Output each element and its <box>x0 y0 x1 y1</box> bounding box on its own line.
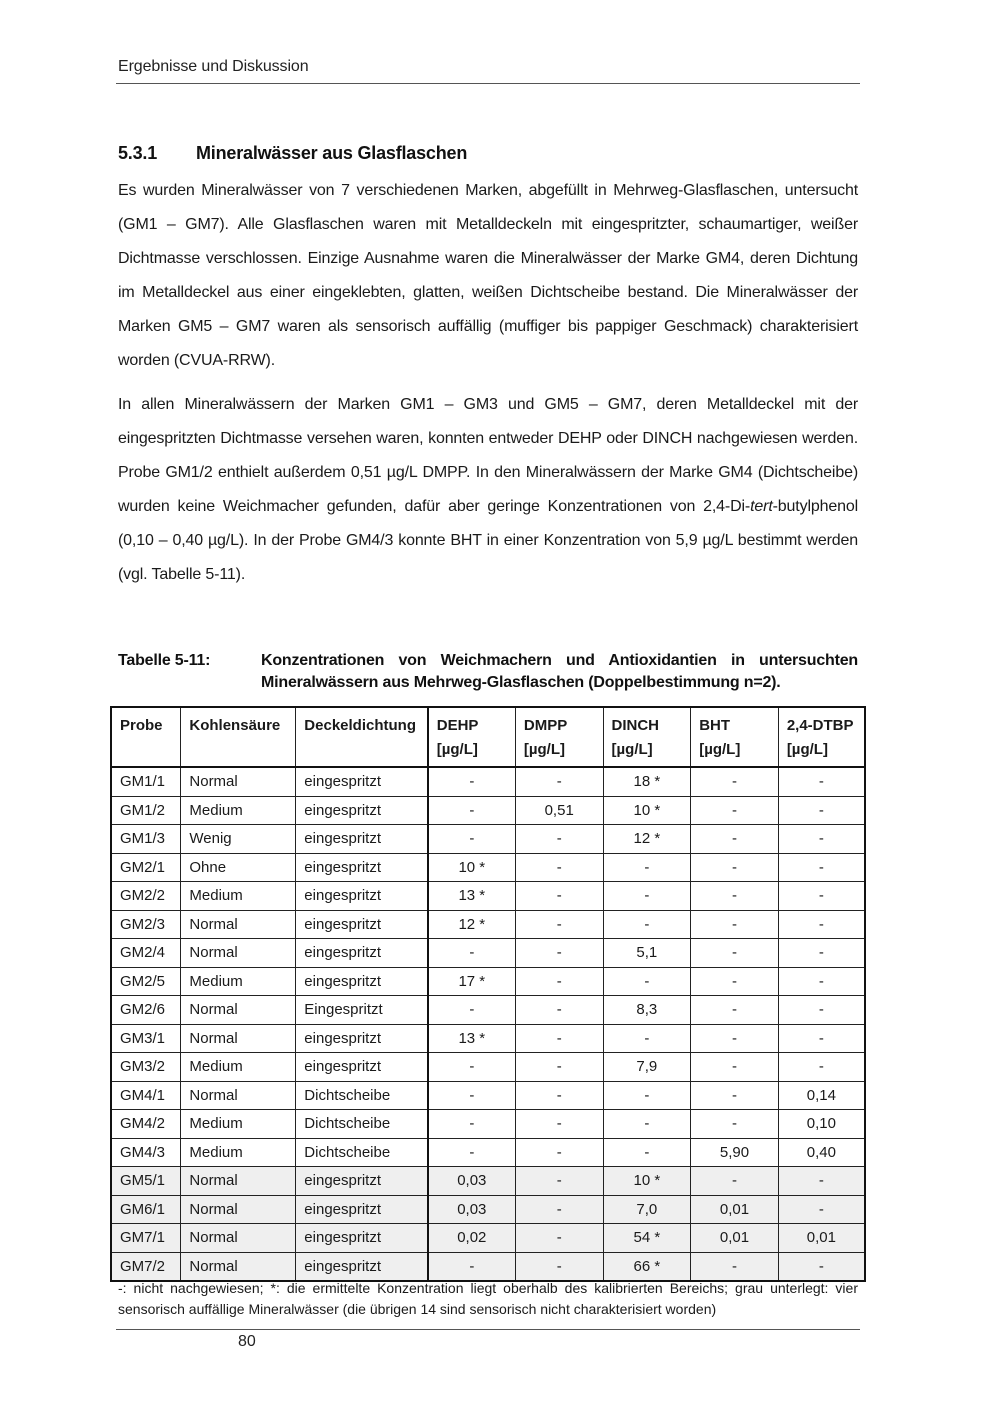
table-cell: GM1/2 <box>111 796 181 825</box>
table-cell: - <box>603 1138 691 1167</box>
column-header <box>181 707 296 767</box>
table-cell: - <box>515 1252 603 1281</box>
table-cell: 0,01 <box>691 1224 779 1253</box>
table-cell: GM4/1 <box>111 1081 181 1110</box>
table-cell: - <box>515 1224 603 1253</box>
table-cell: - <box>778 910 865 939</box>
table-row <box>111 1195 865 1224</box>
table-cell: eingespritzt <box>296 1167 428 1196</box>
table-row <box>111 1081 865 1110</box>
table-cell: GM2/3 <box>111 910 181 939</box>
table-caption-label: Tabelle 5-11: <box>118 652 211 669</box>
table-row <box>111 1167 865 1196</box>
column-header <box>603 707 691 767</box>
table-cell: - <box>691 853 779 882</box>
table-cell: eingespritzt <box>296 853 428 882</box>
table-cell: Normal <box>181 1195 296 1224</box>
table-cell: - <box>778 825 865 854</box>
table-cell: - <box>515 1053 603 1082</box>
table-caption <box>118 650 858 694</box>
table-cell: - <box>691 767 779 796</box>
table-cell: eingespritzt <box>296 1195 428 1224</box>
table-cell: Normal <box>181 939 296 968</box>
table-cell: 0,03 <box>428 1195 516 1224</box>
column-header <box>111 707 181 767</box>
table-cell: 13 * <box>428 1024 516 1053</box>
table-cell: 54 * <box>603 1224 691 1253</box>
table-cell: eingespritzt <box>296 1252 428 1281</box>
table-cell: 0,51 <box>515 796 603 825</box>
column-header-unit: [µg/L] <box>436 741 478 758</box>
table-cell: Dichtscheibe <box>296 1081 428 1110</box>
table-cell: - <box>603 1110 691 1139</box>
table-cell: eingespritzt <box>296 825 428 854</box>
table-cell: - <box>778 1024 865 1053</box>
table-cell: - <box>515 882 603 911</box>
table-cell: GM7/1 <box>111 1224 181 1253</box>
table-row <box>111 825 865 854</box>
table-cell: - <box>691 939 779 968</box>
table-cell: - <box>515 853 603 882</box>
column-header-name: Kohlensäure <box>189 717 281 734</box>
table-cell: - <box>778 796 865 825</box>
table-cell: eingespritzt <box>296 939 428 968</box>
column-header <box>296 707 428 767</box>
column-header-unit: [µg/L] <box>786 741 828 758</box>
table-cell: eingespritzt <box>296 1224 428 1253</box>
table-cell: Wenig <box>181 825 296 854</box>
table-cell: Normal <box>181 1167 296 1196</box>
column-header <box>428 707 516 767</box>
table-cell: - <box>691 996 779 1025</box>
table-cell: 10 * <box>603 796 691 825</box>
paragraph-text: -butylphenol (0,10 – 0,40 µg/L). In der Probe GM4/3 konnte BHT in einer Konzentration von 5,9 µg/L bestimmt werden (vgl. Tabelle 5-11). <box>118 498 858 583</box>
table-cell: Medium <box>181 1053 296 1082</box>
table-row <box>111 967 865 996</box>
table-cell: - <box>515 1081 603 1110</box>
table-cell: - <box>515 1167 603 1196</box>
table-cell: Normal <box>181 1024 296 1053</box>
column-header-unit: [µg/L] <box>611 741 653 758</box>
table-cell: - <box>778 882 865 911</box>
table-cell: 12 * <box>428 910 516 939</box>
column-header-name: DINCH <box>611 717 660 734</box>
table-cell: 0,10 <box>778 1110 865 1139</box>
table-cell: - <box>691 910 779 939</box>
table-cell: GM3/2 <box>111 1053 181 1082</box>
table-row <box>111 1110 865 1139</box>
table-body <box>111 767 865 1281</box>
table-row <box>111 882 865 911</box>
column-header-name: BHT <box>699 717 731 734</box>
table-cell: - <box>603 1024 691 1053</box>
table-cell: 10 * <box>603 1167 691 1196</box>
table-cell: GM2/6 <box>111 996 181 1025</box>
table-cell: - <box>691 1110 779 1139</box>
table-cell: 5,1 <box>603 939 691 968</box>
table-cell: GM2/5 <box>111 967 181 996</box>
table-cell: - <box>428 1138 516 1167</box>
table-cell: Medium <box>181 967 296 996</box>
table-cell: - <box>691 1024 779 1053</box>
table-cell: - <box>603 882 691 911</box>
table-cell: Normal <box>181 1252 296 1281</box>
table-cell: Normal <box>181 1081 296 1110</box>
column-header-name: Deckeldichtung <box>304 717 416 734</box>
table-cell: GM4/3 <box>111 1138 181 1167</box>
table-cell: Normal <box>181 996 296 1025</box>
table-cell: - <box>428 796 516 825</box>
table-cell: - <box>691 967 779 996</box>
column-header-name: DMPP <box>523 717 568 734</box>
footer-divider <box>116 1329 860 1330</box>
paragraph-italic-text: tert <box>750 498 773 515</box>
table-cell: GM3/1 <box>111 1024 181 1053</box>
table-cell: - <box>515 1195 603 1224</box>
table-cell: 10 * <box>428 853 516 882</box>
column-header-name: DEHP <box>436 717 479 734</box>
table-cell: GM1/3 <box>111 825 181 854</box>
table-cell: 7,9 <box>603 1053 691 1082</box>
table-cell: GM6/1 <box>111 1195 181 1224</box>
table-cell: 0,14 <box>778 1081 865 1110</box>
column-header-unit: [µg/L] <box>699 741 741 758</box>
table-cell: - <box>691 1053 779 1082</box>
table-cell: eingespritzt <box>296 882 428 911</box>
table-cell: Ohne <box>181 853 296 882</box>
table-cell: - <box>515 1110 603 1139</box>
table-row <box>111 853 865 882</box>
table-row <box>111 767 865 796</box>
running-header: Ergebnisse und Diskussion <box>118 58 309 75</box>
column-header <box>515 707 603 767</box>
table-cell: 0,01 <box>691 1195 779 1224</box>
table-cell: 0,03 <box>428 1167 516 1196</box>
table-cell: 13 * <box>428 882 516 911</box>
table-cell: Normal <box>181 1224 296 1253</box>
table-cell: eingespritzt <box>296 910 428 939</box>
table-cell: - <box>515 1024 603 1053</box>
table-cell: - <box>515 996 603 1025</box>
table-cell: eingespritzt <box>296 1053 428 1082</box>
table-cell: - <box>603 910 691 939</box>
table-row <box>111 910 865 939</box>
table-cell: 5,90 <box>691 1138 779 1167</box>
table-cell: - <box>428 996 516 1025</box>
table-cell: - <box>428 825 516 854</box>
table-cell: Normal <box>181 910 296 939</box>
table-cell: - <box>691 825 779 854</box>
table-cell: - <box>515 825 603 854</box>
column-header-name: 2,4-DTBP <box>786 717 854 734</box>
table-cell: - <box>603 853 691 882</box>
table-row <box>111 1138 865 1167</box>
table-cell: - <box>428 767 516 796</box>
table-cell: 18 * <box>603 767 691 796</box>
table-cell: 0,02 <box>428 1224 516 1253</box>
table-cell: - <box>691 882 779 911</box>
table-footnote: -: nicht nachgewiesen; *: die ermittelte Konzentration liegt oberhalb des kalibrierten Bereichs; grau unterlegt: vier sensorisch auffällige Mineralwässer (die übrigen 14 sind sensorisch nicht charakterisiert worden) <box>118 1280 858 1317</box>
table-cell: eingespritzt <box>296 767 428 796</box>
table-cell: - <box>691 1081 779 1110</box>
header-divider <box>116 83 860 84</box>
table-cell: GM4/2 <box>111 1110 181 1139</box>
page-number: 80 <box>238 1333 256 1350</box>
table-cell: 8,3 <box>603 996 691 1025</box>
table-cell: GM2/4 <box>111 939 181 968</box>
table-cell: GM7/2 <box>111 1252 181 1281</box>
section-heading <box>118 143 467 164</box>
table-cell: eingespritzt <box>296 967 428 996</box>
table-cell: Medium <box>181 796 296 825</box>
table-row <box>111 939 865 968</box>
body-paragraph-1: Es wurden Mineralwässer von 7 verschiedenen Marken, abgefüllt in Mehrweg-Glasflaschen, untersucht (GM1 – GM7). Alle Glasflaschen waren mit Metalldeckeln mit eingespritzter, schaumartiger, weißer Dichtmasse verschlossen. Einzige Ausnahme waren die Mineralwässer der Marke GM4, deren Dichtung im Metalldeckel aus einer eingeklebten, glatten, weißen Dichtscheibe bestand. Die Mineralwässer der Marken GM5 – GM7 waren als sensorisch auffällig (muffiger bis pappiger Geschmack) charakterisiert worden (CVUA-RRW). <box>118 182 858 369</box>
table-cell: 17 * <box>428 967 516 996</box>
table-cell: GM1/1 <box>111 767 181 796</box>
table-cell: - <box>778 1252 865 1281</box>
body-paragraph-2 <box>118 388 858 592</box>
table-cell: - <box>778 853 865 882</box>
table-cell: - <box>515 939 603 968</box>
table-cell: GM2/1 <box>111 853 181 882</box>
column-header <box>778 707 865 767</box>
paragraph-text: In allen Mineralwässern der Marken GM1 – GM3 und GM5 – GM7, deren Metalldeckel mit der eingespritzten Dichtmasse versehen waren, konnten entweder DEHP oder DINCH nachgewiesen werden. Probe GM1/2 enthielt außerdem 0,51 µg/L DMPP. In den Mineralwässern der Marke GM4 (Dichtscheibe) wurden keine Weichmacher gefunden, dafür aber geringe Konzentrationen von 2,4-Di- <box>118 396 858 515</box>
table-cell: - <box>778 939 865 968</box>
table-header-row <box>111 707 865 767</box>
section-number: 5.3.1 <box>118 143 158 163</box>
table-cell: Medium <box>181 1110 296 1139</box>
table-cell: - <box>778 1195 865 1224</box>
table-row <box>111 996 865 1025</box>
table-cell: - <box>691 1252 779 1281</box>
table-cell: GM2/2 <box>111 882 181 911</box>
table-cell: - <box>515 967 603 996</box>
table-cell: - <box>778 767 865 796</box>
table-caption-text: Konzentrationen von Weichmachern und Antioxidantien in untersuchten Mineralwässern aus Mehrweg-Glasflaschen (Doppelbestimmung n=2). <box>261 652 858 691</box>
table-cell: - <box>428 1053 516 1082</box>
table-cell: - <box>778 1167 865 1196</box>
column-header-unit: [µg/L] <box>523 741 566 758</box>
table-cell: - <box>428 1081 516 1110</box>
table-cell: - <box>603 967 691 996</box>
table-cell: 0,40 <box>778 1138 865 1167</box>
table-cell: eingespritzt <box>296 1024 428 1053</box>
concentration-table <box>110 706 866 1282</box>
table-cell: 66 * <box>603 1252 691 1281</box>
table-cell: eingespritzt <box>296 796 428 825</box>
table-cell: - <box>778 967 865 996</box>
table-cell: - <box>691 796 779 825</box>
table-cell: Normal <box>181 767 296 796</box>
table-row <box>111 1252 865 1281</box>
table-cell: - <box>515 767 603 796</box>
table-cell: 0,01 <box>778 1224 865 1253</box>
table-cell: Eingespritzt <box>296 996 428 1025</box>
table-cell: - <box>778 996 865 1025</box>
table-cell: GM5/1 <box>111 1167 181 1196</box>
table-cell: - <box>691 1167 779 1196</box>
table-row <box>111 1024 865 1053</box>
table-cell: - <box>603 1081 691 1110</box>
table-cell: Medium <box>181 882 296 911</box>
column-header <box>691 707 779 767</box>
table-cell: Dichtscheibe <box>296 1110 428 1139</box>
table-cell: - <box>428 1252 516 1281</box>
table-cell: - <box>778 1053 865 1082</box>
table-cell: - <box>515 910 603 939</box>
table-cell: - <box>428 1110 516 1139</box>
table-cell: - <box>428 939 516 968</box>
section-title: Mineralwässer aus Glasflaschen <box>196 143 468 163</box>
table-cell: - <box>515 1138 603 1167</box>
table-cell: 12 * <box>603 825 691 854</box>
table-cell: 7,0 <box>603 1195 691 1224</box>
table-row <box>111 1053 865 1082</box>
column-header-name: Probe <box>120 717 163 734</box>
table-cell: Dichtscheibe <box>296 1138 428 1167</box>
table-cell: Medium <box>181 1138 296 1167</box>
table-row <box>111 1224 865 1253</box>
table-row <box>111 796 865 825</box>
